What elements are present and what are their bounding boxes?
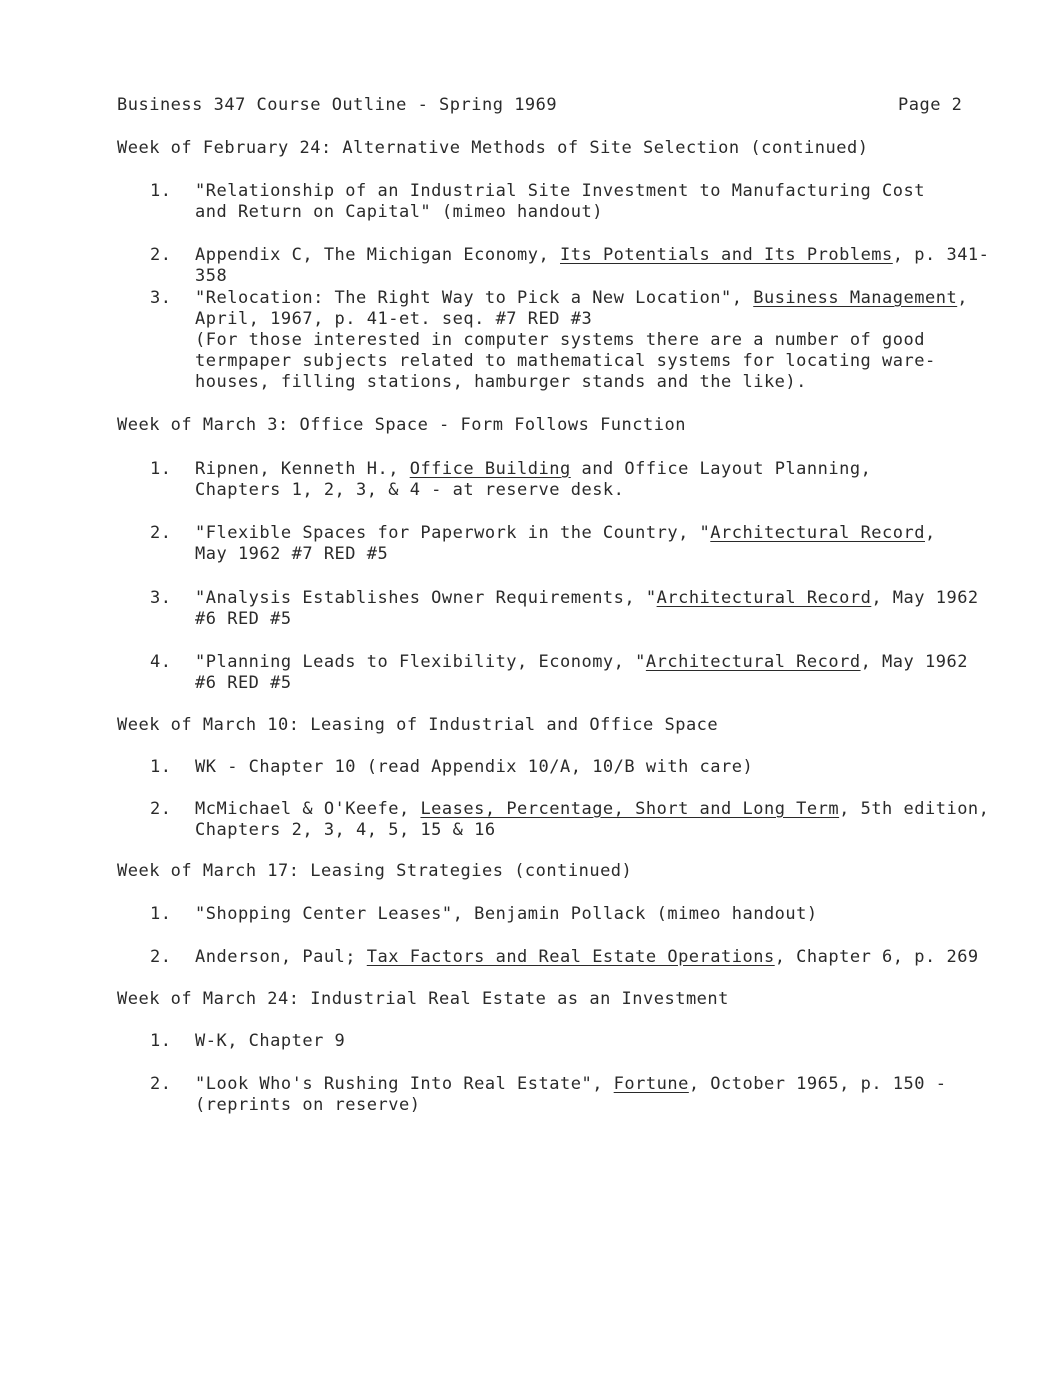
reading-text: "Relocation: The Right Way to Pick a New Location", (195, 288, 754, 308)
reading-title: Architectural Record (710, 523, 925, 543)
reading-text: , (957, 288, 968, 308)
item-number: 1. (150, 904, 172, 924)
reading-text: (For those interested in computer systems there are a number of good (195, 330, 925, 350)
week-heading-mar-24: Week of March 24: Industrial Real Estate as an Investment (117, 989, 729, 1009)
item-number: 3. (150, 588, 172, 608)
reading-item (195, 588, 1015, 630)
reading-text: , p. 341-358 (195, 245, 990, 286)
item-number: 2. (150, 245, 172, 265)
item-number: 1. (150, 1031, 172, 1051)
reading-text: Anderson, Paul; (195, 947, 367, 967)
item-number: 4. (150, 652, 172, 672)
item-number: 1. (150, 757, 172, 777)
course-outline-title: Business 347 Course Outline - Spring 1969 (117, 95, 558, 115)
reading-item (195, 947, 1015, 968)
reading-item (195, 288, 1015, 393)
reading-text: Appendix C, The Michigan Economy, (195, 245, 560, 265)
reading-title: Business Management (753, 288, 958, 308)
item-number: 2. (150, 1074, 172, 1094)
reading-title: Tax Factors and Real Estate Operations (366, 947, 775, 967)
item-number: 3. (150, 288, 172, 308)
reading-text: , Chapter 6, p. 269 (774, 947, 979, 967)
reading-item: WK - Chapter 10 (read Appendix 10/A, 10/B with care) (195, 757, 754, 777)
reading-text: McMichael & O'Keefe, (195, 799, 421, 819)
reading-title: Architectural Record (656, 588, 872, 608)
reading-item (195, 652, 1015, 694)
reading-title: Office Building (409, 459, 571, 479)
reading-text: April, 1967, p. 41-et. seq. #7 RED #3 (195, 309, 593, 329)
reading-item (195, 523, 1015, 565)
reading-item (195, 799, 1015, 841)
reading-text: (reprints on reserve) (195, 1095, 421, 1115)
reading-text: "Look Who's Rushing Into Real Estate", (195, 1074, 614, 1094)
item-number: 1. (150, 181, 172, 201)
reading-text: Chapters 2, 3, 4, 5, 15 & 16 (195, 820, 496, 840)
reading-text: termpaper subjects related to mathematical systems for locating ware- (195, 351, 936, 371)
reading-item (195, 459, 1015, 501)
item-number: 2. (150, 947, 172, 967)
reading-text: , May 1962 (871, 588, 979, 608)
reading-item: W-K, Chapter 9 (195, 1031, 346, 1051)
reading-title: Its Potentials and Its Problems (560, 245, 893, 265)
week-heading-mar-3: Week of March 3: Office Space - Form Follows Function (117, 415, 686, 435)
reading-item (195, 181, 1015, 223)
reading-text: #6 RED #5 (195, 609, 292, 629)
reading-text: "Planning Leads to Flexibility, Economy, " (195, 652, 646, 672)
reading-text: , 5th edition, (839, 799, 990, 819)
reading-title: Fortune (613, 1074, 689, 1094)
week-heading-mar-17: Week of March 17: Leasing Strategies (continued) (117, 861, 633, 881)
item-number: 2. (150, 523, 172, 543)
reading-text: , October 1965, p. 150 - (688, 1074, 947, 1094)
week-heading-feb-24: Week of February 24: Alternative Methods of Site Selection (continued) (117, 138, 869, 158)
reading-text: Chapters 1, 2, 3, & 4 - at reserve desk. (195, 480, 625, 500)
reading-title: Leases, Percentage, Short and Long Term (420, 799, 840, 819)
reading-text: May 1962 #7 RED #5 (195, 544, 389, 564)
item-number: 2. (150, 799, 172, 819)
page-number: Page 2 (898, 95, 963, 115)
item-number: 1. (150, 459, 172, 479)
reading-text: "Relationship of an Industrial Site Investment to Manufacturing Cost (195, 181, 925, 201)
reading-item (195, 1074, 1015, 1116)
reading-text: , (924, 523, 936, 543)
reading-text: #6 RED #5 (195, 673, 292, 693)
reading-text: "Analysis Establishes Owner Requirements, " (195, 588, 657, 608)
reading-text: Ripnen, Kenneth H., (195, 459, 410, 479)
reading-item: "Shopping Center Leases", Benjamin Pollack (mimeo handout) (195, 904, 818, 924)
reading-text: and Office Layout Planning, (570, 459, 872, 479)
reading-text: houses, filling stations, hamburger stands and the like). (195, 372, 807, 392)
week-heading-mar-10: Week of March 10: Leasing of Industrial and Office Space (117, 715, 719, 735)
reading-text: and Return on Capital" (mimeo handout) (195, 202, 603, 222)
reading-title: Architectural Record (645, 652, 861, 672)
reading-text: , May 1962 (860, 652, 968, 672)
reading-item (195, 245, 1015, 287)
reading-text: "Flexible Spaces for Paperwork in the Country, " (195, 523, 711, 543)
